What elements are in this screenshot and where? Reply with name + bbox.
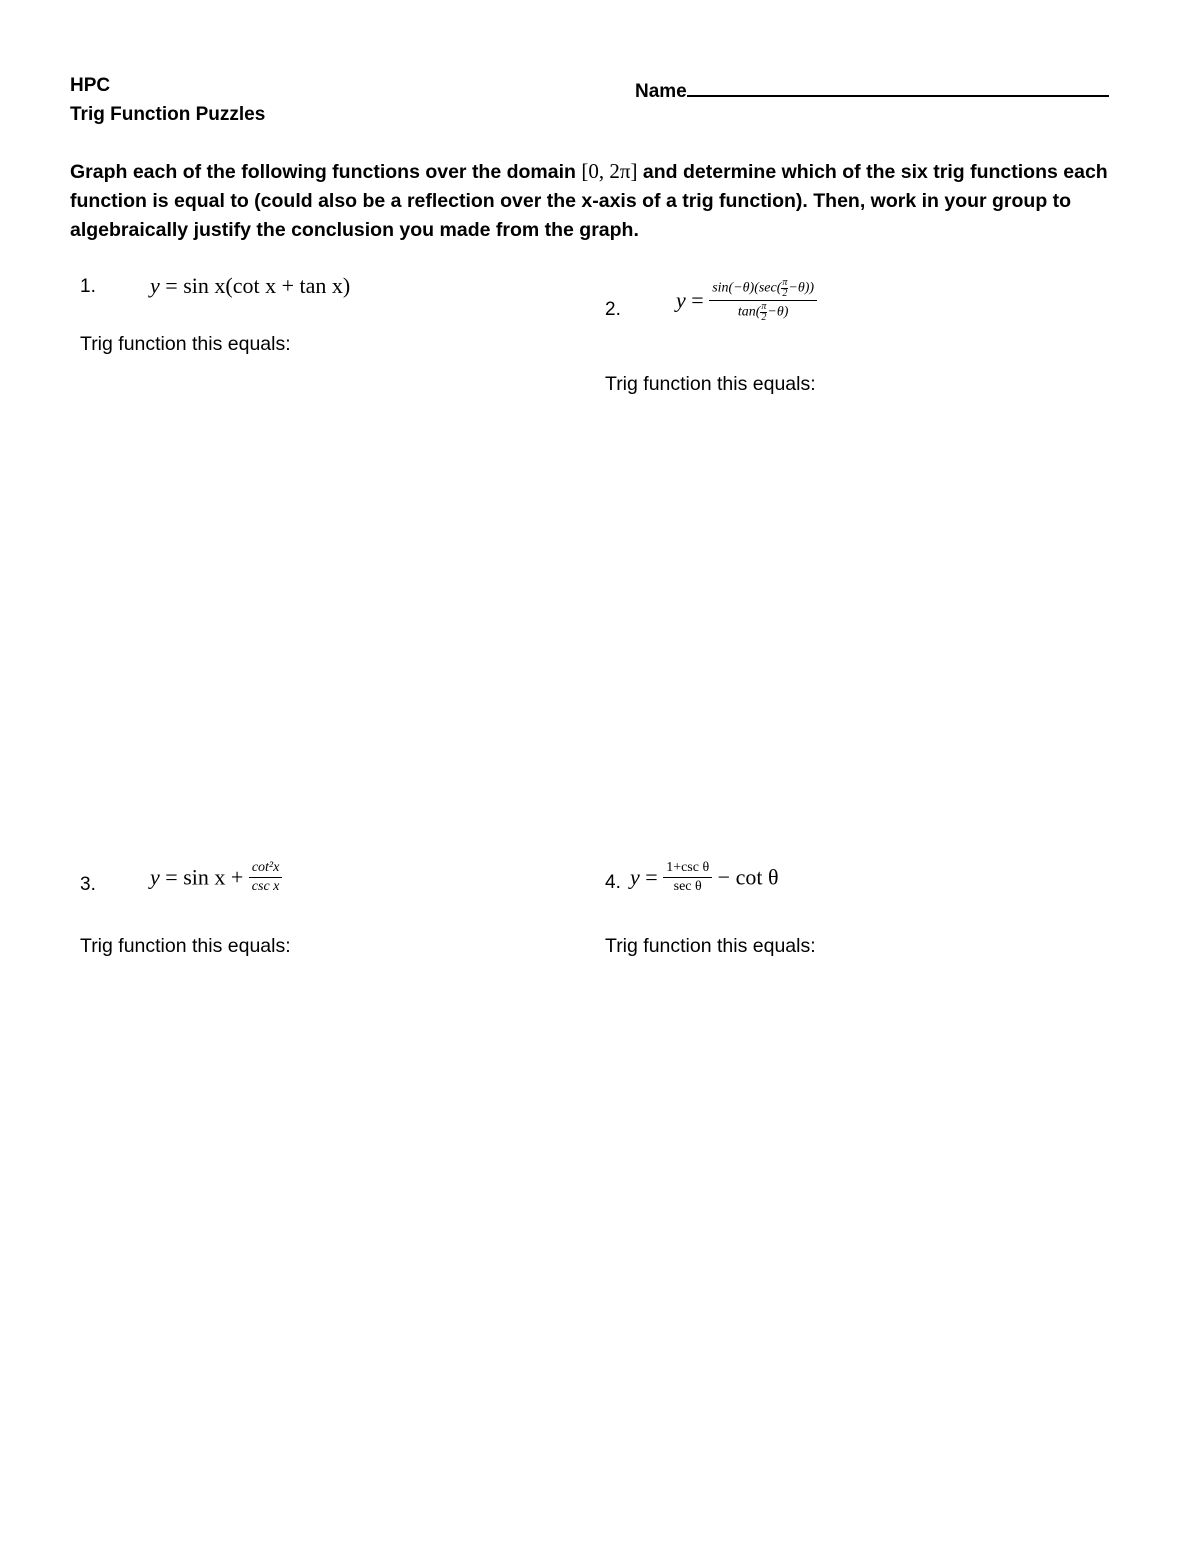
problem-2-equals: =: [685, 287, 710, 313]
problem-1-equation: [150, 273, 350, 299]
pi-symbol: π: [761, 301, 767, 312]
problem-4-fraction: [663, 860, 712, 895]
name-blank-line[interactable]: [687, 75, 1109, 97]
problem-4-y: y: [630, 864, 640, 890]
problem-4-denominator: sec θ: [673, 879, 702, 894]
name-label: Name: [635, 81, 687, 102]
problem-4-equation: [630, 860, 779, 895]
instructions-part1: Graph each of the following functions over the domain: [70, 161, 582, 183]
problem-3-y: y: [150, 864, 160, 890]
problem-2-equation: [676, 278, 817, 323]
problem-4-numerator: 1+csc θ: [663, 860, 712, 878]
problem-2-den-tan: tan(: [737, 304, 761, 320]
problem-2-number: 2.: [605, 299, 621, 320]
problem-3-number: 3.: [80, 874, 96, 895]
problem-2-fraction: [709, 278, 817, 323]
instructions-paragraph: [70, 157, 1140, 245]
problem-1-expression: sin x(cot x + tan x): [183, 273, 351, 298]
problem-4-answer-label: Trig function this equals:: [605, 935, 816, 957]
instructions-part2: and determine which of the six trig functions each function is equal to (could also be a reflection over the x-axis of a trig function). Then, work in your group to algebraically justify the conclusion you made from the graph.: [70, 161, 1108, 241]
problem-1-y: y: [150, 273, 160, 298]
problem-2-denominator: [709, 301, 817, 323]
problem-1-number: 1.: [80, 276, 96, 297]
problem-3-fraction: [249, 860, 283, 895]
denominator-two: 2: [782, 288, 788, 299]
name-field: [635, 75, 1109, 103]
problem-3-answer-label: Trig function this equals:: [80, 935, 291, 957]
problem-2-num-sin: sin(−θ): [712, 280, 755, 296]
worksheet-title: Trig Function Puzzles: [70, 104, 266, 125]
problem-2-answer-label: Trig function this equals:: [605, 373, 816, 395]
denominator-two: 2: [761, 312, 767, 323]
problem-2-num-tail: −θ)): [788, 280, 815, 296]
problem-3-equation: [150, 860, 282, 895]
problem-4-number: 4.: [605, 872, 621, 893]
problem-3-numerator: cot²x: [249, 860, 283, 878]
problem-2-num-sec: (sec(: [754, 280, 782, 296]
problem-2-numerator: [709, 278, 817, 301]
problem-4-tail: − cot θ: [712, 864, 779, 890]
domain-interval: [0, 2π]: [581, 159, 638, 183]
problem-4-equals: =: [639, 864, 664, 890]
problem-1-equals: =: [159, 273, 184, 298]
problem-3-lead: sin x +: [183, 864, 249, 890]
course-label: HPC: [70, 75, 111, 96]
problem-2-den-tail: −θ): [767, 304, 789, 320]
problem-3-denominator: csc x: [251, 879, 280, 894]
problem-1-answer-label: Trig function this equals:: [80, 333, 291, 355]
problem-3-equals: =: [159, 864, 184, 890]
problem-2-y: y: [676, 287, 686, 313]
pi-symbol: π: [782, 277, 788, 288]
